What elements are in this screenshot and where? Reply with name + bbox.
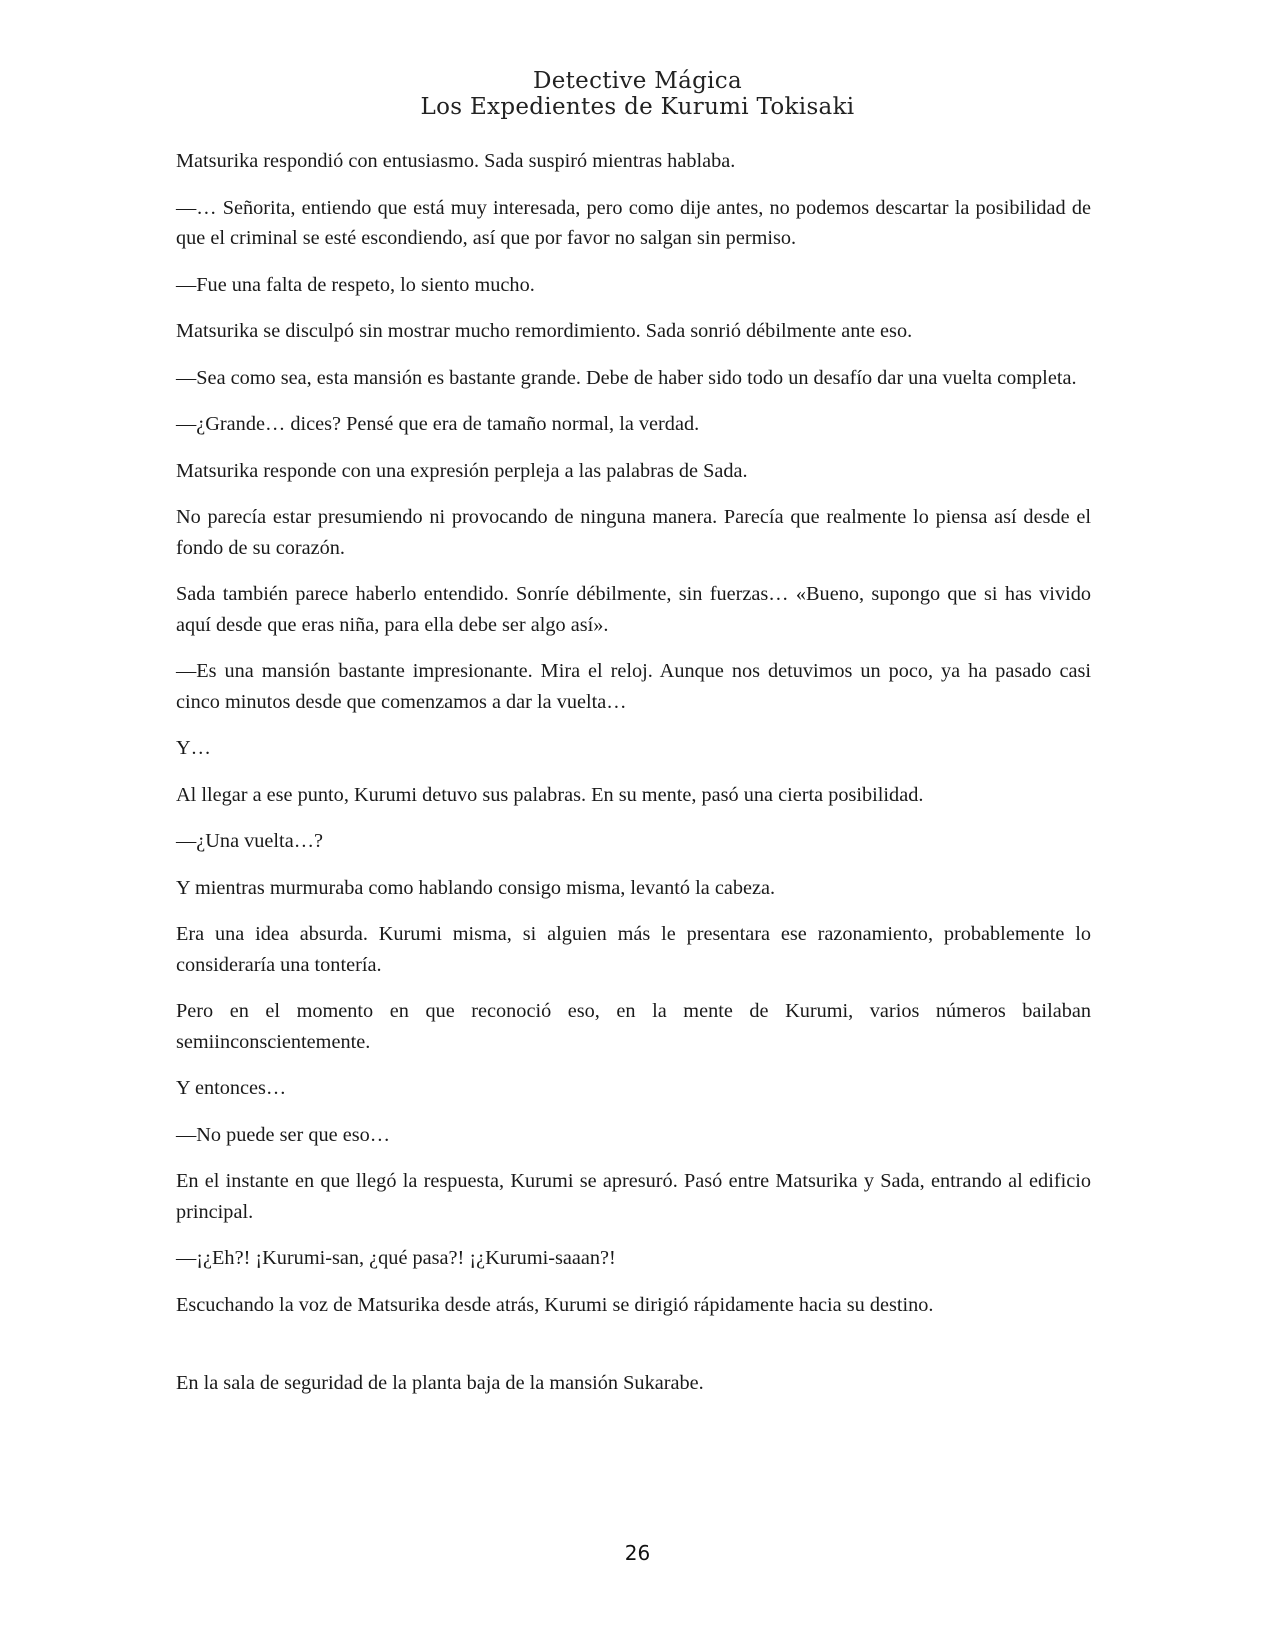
scene-break-paragraph: En la sala de seguridad de la planta baja de la mansión Sukarabe. — [176, 1372, 704, 1394]
page-number: 26 — [624, 1541, 651, 1565]
paragraph: Sada también parece haberlo entendido. Sonríe débilmente, sin fuerzas… «Bueno, supongo que si has vivido aquí desde que eras niña, para ella debe ser algo así». — [176, 583, 1091, 636]
paragraph: —Es una mansión bastante impresionante. Mira el reloj. Aunque nos detuvimos un poco, ya ha pasado casi cinco minutos desde que comenzamos a dar la vuelta… — [176, 660, 1091, 713]
paragraph: —No puede ser que eso… — [176, 1123, 391, 1146]
paragraph: —… Señorita, entiendo que está muy interesada, pero como dije antes, no podemos descartar la posibilidad de que el criminal se esté escondiendo, así que por favor no salgan sin permiso. — [176, 196, 1091, 249]
paragraph: En el instante en que llegó la respuesta, Kurumi se apresuró. Pasó entre Matsurika y Sada, entrando al edificio principal. — [176, 1170, 1091, 1223]
paragraph: Al llegar a ese punto, Kurumi detuvo sus palabras. En su mente, pasó una cierta posibilidad. — [176, 783, 924, 806]
paragraph: Matsurika responde con una expresión perpleja a las palabras de Sada. — [176, 459, 748, 482]
paragraph: Y mientras murmuraba como hablando consigo misma, levantó la cabeza. — [176, 876, 776, 899]
paragraph: Y entonces… — [176, 1077, 287, 1099]
paragraph: —Sea como sea, esta mansión es bastante grande. Debe de haber sido todo un desafío dar una vuelta completa. — [176, 366, 1077, 389]
paragraph: —¿Una vuelta…? — [176, 830, 323, 852]
running-header — [0, 68, 1275, 120]
page-body — [176, 146, 1091, 1415]
paragraph: Escuchando la voz de Matsurika desde atrás, Kurumi se dirigió rápidamente hacia su destino. — [176, 1293, 934, 1316]
paragraph: Era una idea absurda. Kurumi misma, si alguien más le presentara ese razonamiento, probablemente lo consideraría una tontería. — [176, 923, 1091, 976]
header-series-title: Detective Mágica — [532, 68, 743, 94]
paragraph: Y… — [176, 737, 211, 759]
paragraph: Matsurika respondió con entusiasmo. Sada suspiró mientras hablaba. — [176, 150, 736, 172]
paragraph: Pero en el momento en que reconoció eso, en la mente de Kurumi, varios números bailaban semiinconscientemente. — [176, 1000, 1091, 1053]
header-book-title: Los Expedientes de Kurumi Tokisaki — [420, 94, 855, 120]
paragraph: Matsurika se disculpó sin mostrar mucho remordimiento. Sada sonrió débilmente ante eso. — [176, 320, 913, 342]
paragraph: —Fue una falta de respeto, lo siento mucho. — [176, 273, 535, 296]
paragraph: —¡¿Eh?! ¡Kurumi-san, ¿qué pasa?! ¡¿Kurumi-saaan?! — [176, 1247, 616, 1269]
paragraph: No parecía estar presumiendo ni provocando de ninguna manera. Parecía que realmente lo piensa así desde el fondo de su corazón. — [176, 506, 1091, 559]
paragraph: —¿Grande… dices? Pensé que era de tamaño normal, la verdad. — [176, 413, 700, 435]
